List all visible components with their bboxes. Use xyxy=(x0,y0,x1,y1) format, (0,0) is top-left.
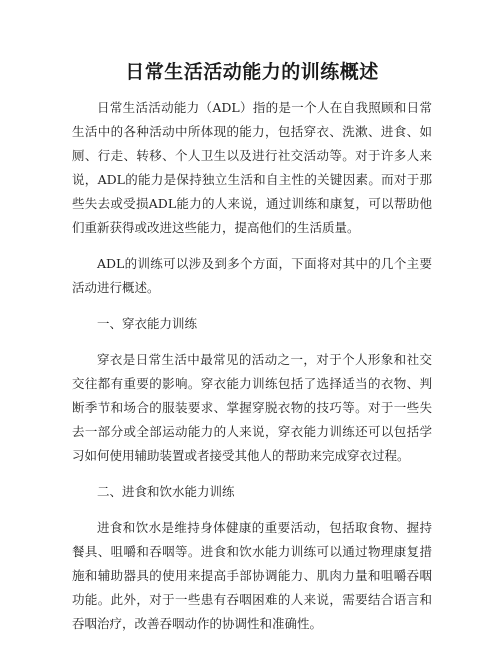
section-heading-dressing: 一、穿衣能力训练 xyxy=(97,316,198,331)
section-heading-eating: 二、进食和饮水能力训练 xyxy=(97,484,235,499)
section-body-eating: 进食和饮水是维持身体健康的重要活动，包括取食物、握持餐具、咀嚼和吞咽等。进食和饮水能力训练可以通过物理康复措施和辅助器具的使用来提高手部协调能力、肌肉力量和咀嚼吞咽功能。此外，对于一些患有吞咽困难的人来说，需要结合语言和吞咽治疗，改善吞咽动作的协调性和准确性。 xyxy=(72,520,432,631)
section-body-dressing: 穿衣是日常生活中最常见的活动之一，对于个人形象和社交交往都有重要的影响。穿衣能力训练包括了选择适当的衣物、判断季节和场合的服装要求、掌握穿脱衣物的技巧等。对于一些失去一部分或全部运动能力的人来说，穿衣能力训练还可以包括学习如何使用辅助装置或者接受其他人的帮助来完成穿衣过程。 xyxy=(72,352,432,463)
intro-paragraph-1: 日常生活活动能力（ADL）指的是一个人在自我照顾和日常生活中的各种活动中所体现的能力，包括穿衣、洗漱、进食、如厕、行走、转移、个人卫生以及进行社交活动等。对于许多人来说，ADL的能力是保持独立生活和自主性的关键因素。而对于那些失去或受损ADL能力的人来说，通过训练和康复，可以帮助他们重新获得或改进这些能力，提高他们的生活质量。 xyxy=(72,100,432,235)
document-title: 日常生活活动能力的训练概述 xyxy=(125,61,379,83)
intro-paragraph-2: ADL的训练可以涉及到多个方面，下面将对其中的几个主要活动进行概述。 xyxy=(72,256,432,295)
section-dressing xyxy=(72,312,432,468)
section-eating xyxy=(72,480,432,636)
